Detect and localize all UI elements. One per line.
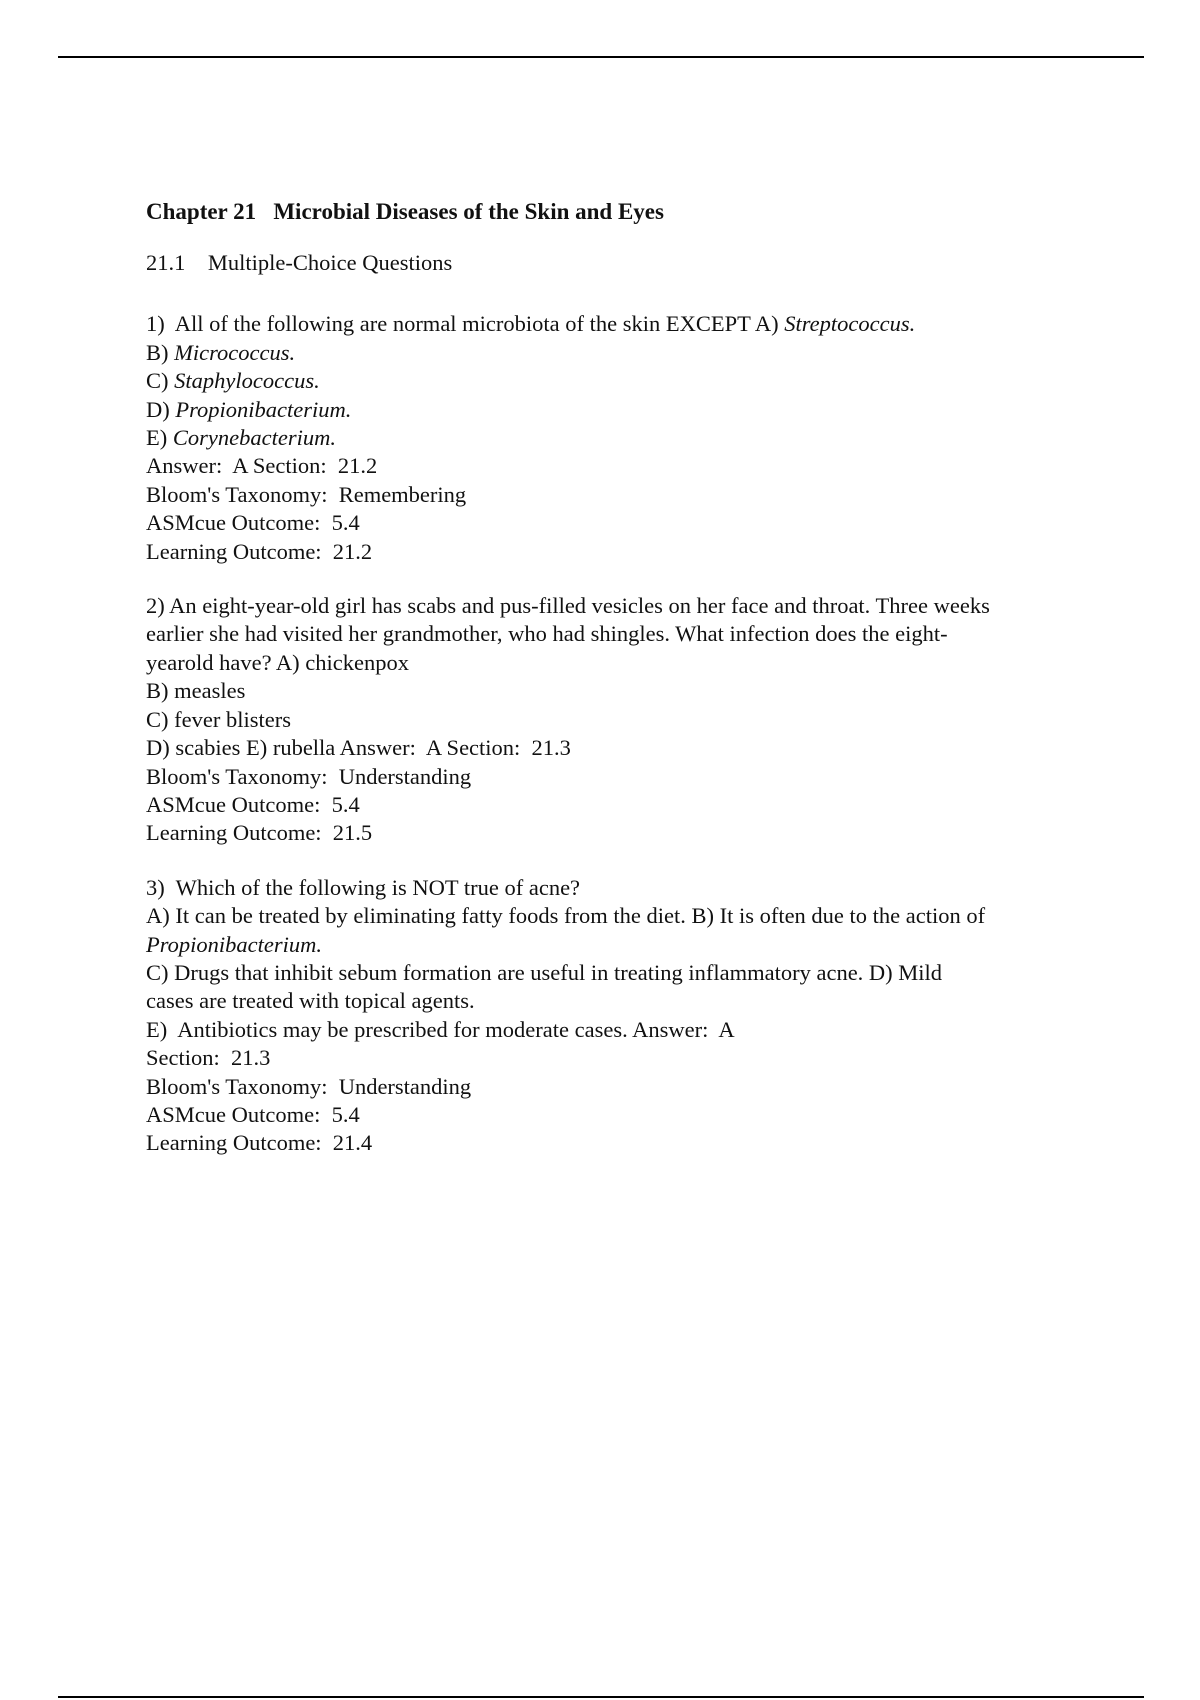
question-3-organism: Propionibacterium. xyxy=(146,931,323,957)
question-1-option-d: Propionibacterium. xyxy=(175,396,352,422)
question-3-option-d-cont: cases are treated with topical agents. xyxy=(146,988,475,1014)
question-1-learning-outcome: Learning Outcome: 21.2 xyxy=(146,538,373,564)
question-3-bloom: Bloom's Taxonomy: Understanding xyxy=(146,1073,472,1099)
question-1-stem xyxy=(146,310,1086,338)
question-1-answer: Answer: A Section: 21.2 xyxy=(146,453,378,479)
question-2-bloom: Bloom's Taxonomy: Understanding xyxy=(146,763,472,789)
question-2-line-3: yearold have? A) chickenpox xyxy=(146,649,410,675)
option-c-label: C) xyxy=(146,368,175,394)
question-3-section: Section: 21.3 xyxy=(146,1045,271,1071)
question-3-option-e-answer: E) Antibiotics may be prescribed for moderate cases. Answer: A xyxy=(146,1016,735,1042)
section-heading: 21.1 Multiple-Choice Questions xyxy=(146,250,453,275)
bottom-rule xyxy=(58,1696,1144,1698)
question-2 xyxy=(146,592,1086,848)
question-2-asmcue: ASMcue Outcome: 5.4 xyxy=(146,791,360,817)
question-3-option-b-cont xyxy=(146,931,1086,959)
option-b-label: B) xyxy=(146,339,175,365)
question-3 xyxy=(146,874,1086,1158)
question-1-asmcue: ASMcue Outcome: 5.4 xyxy=(146,510,360,536)
question-1-option-d-line xyxy=(146,396,1086,424)
question-2-learning-outcome: Learning Outcome: 21.5 xyxy=(146,820,373,846)
question-1-option-c-line xyxy=(146,367,1086,395)
option-e-label: E) xyxy=(146,425,173,451)
question-1-option-c: Staphylococcus. xyxy=(174,368,320,394)
question-1-option-b-line xyxy=(146,339,1086,367)
question-1-option-a: Streptococcus. xyxy=(784,311,916,337)
question-1-stem-text: 1) All of the following are normal microbiota of the skin EXCEPT A) xyxy=(146,311,785,337)
question-1-option-b: Micrococcus. xyxy=(174,339,296,365)
option-d-label: D) xyxy=(146,396,176,422)
chapter-title: Chapter 21 Microbial Diseases of the Skin and Eyes xyxy=(146,199,664,224)
question-1-bloom: Bloom's Taxonomy: Remembering xyxy=(146,481,467,507)
question-1-option-e: Corynebacterium. xyxy=(172,425,336,451)
question-3-asmcue: ASMcue Outcome: 5.4 xyxy=(146,1101,360,1127)
question-2-line-2: earlier she had visited her grandmother, who had shingles. What infection does the eight- xyxy=(146,621,948,647)
question-2-option-c: C) fever blisters xyxy=(146,706,291,732)
document-body xyxy=(146,198,1086,1184)
question-3-options-cd: C) Drugs that inhibit sebum formation are useful in treating inflammatory acne. D) Mild xyxy=(146,959,943,985)
question-2-option-b: B) measles xyxy=(146,678,246,704)
question-1-option-e-line xyxy=(146,424,1086,452)
question-3-stem: 3) Which of the following is NOT true of acne? xyxy=(146,874,581,900)
question-2-line-1: 2) An eight-year-old girl has scabs and pus-filled vesicles on her face and throat. Three weeks xyxy=(146,593,990,619)
question-3-learning-outcome: Learning Outcome: 21.4 xyxy=(146,1130,373,1156)
question-1 xyxy=(146,310,1086,566)
question-2-options-de-answer: D) scabies E) rubella Answer: A Section: 21.3 xyxy=(146,735,571,761)
question-3-options-ab: A) It can be treated by eliminating fatty foods from the diet. B) It is often due to the action of xyxy=(146,903,986,929)
top-rule xyxy=(58,56,1144,58)
